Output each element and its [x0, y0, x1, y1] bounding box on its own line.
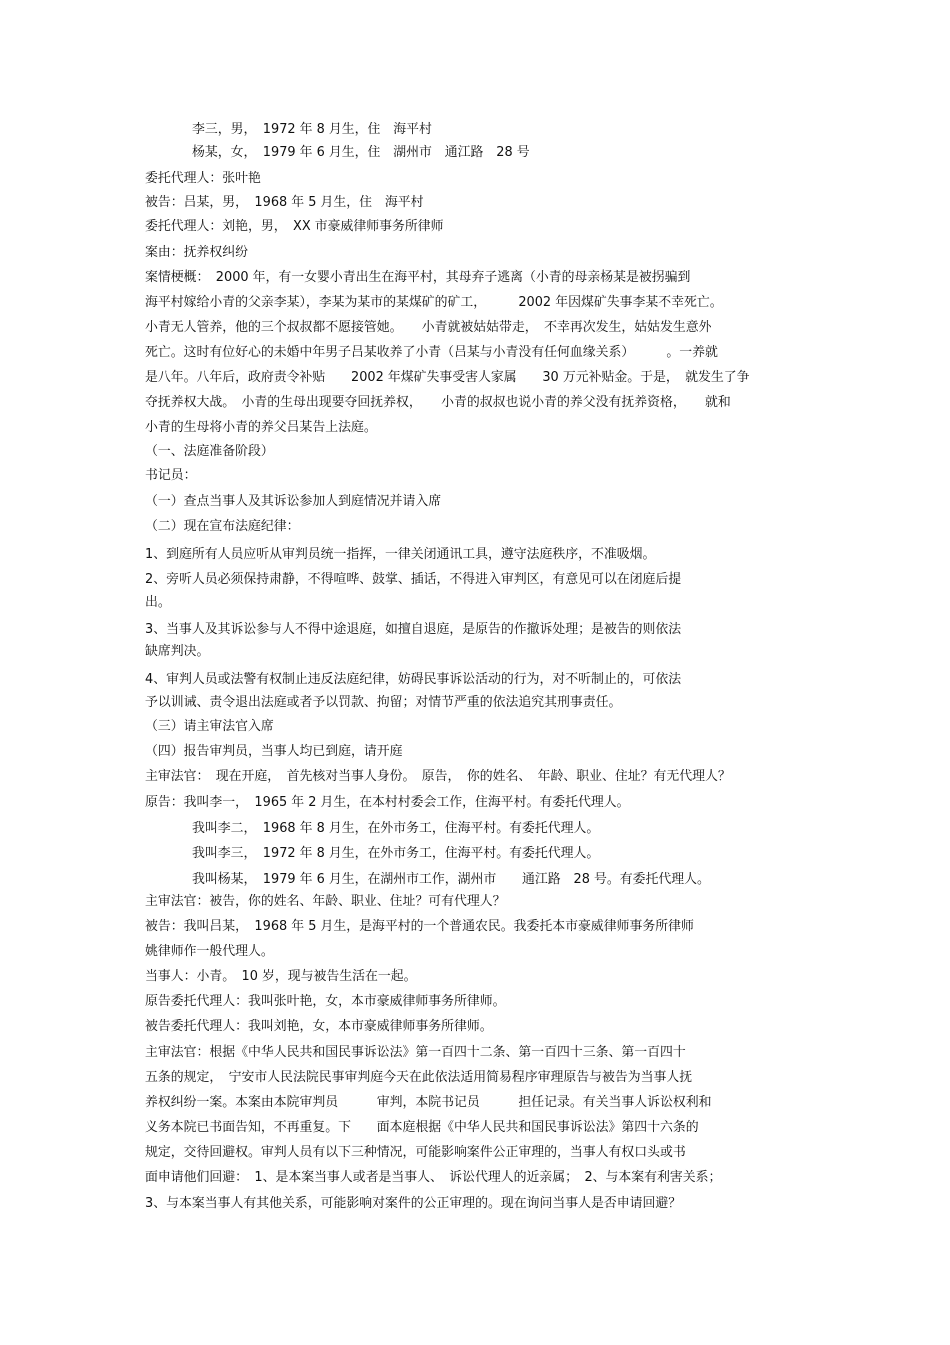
plaintiff-agent-line: 委托代理人：张叶艳 [145, 171, 261, 186]
judge-statement: 规定，交待回避权。审判人员有以下三种情况，可能影响案件公正审理的，当事人有权口头或书 [145, 1145, 686, 1160]
section-heading: （一、法庭准备阶段） [145, 444, 274, 459]
procedure-item: （三）请主审法官入席 [145, 719, 274, 734]
court-rule-continued: 予以训诫、责令退出法庭或者予以罚款、拘留；对情节严重的依法追究其刑事责任。 [145, 695, 622, 710]
party-statement: 当事人：小青。 10 岁，现与被告生活在一起。 [145, 969, 417, 984]
party-line-li-san: 李三，男， 1972 年 8 月生，住 海平村 [192, 122, 432, 137]
judge-statement: 主审法官： 现在开庭， 首先核对当事人身份。 原告， 你的姓名、 年龄、职业、住址？有无代理人？ [145, 769, 731, 784]
court-rule-continued: 缺席判决。 [145, 644, 210, 659]
procedure-item: （四）报告审判员，当事人均已到庭，请开庭 [145, 744, 403, 759]
plaintiff-agent-statement: 原告委托代理人：我叫张叶艳，女，本市豪威律师事务所律师。 [145, 994, 506, 1009]
judge-statement: 面申请他们回避： 1、是本案当事人或者是当事人、 诉讼代理人的近亲属； 2、与本案有利害关系； [145, 1170, 722, 1185]
defendant-agent-line: 委托代理人：刘艳，男， XX 市豪威律师事务所律师 [145, 219, 444, 234]
procedure-item: （二）现在宣布法庭纪律： [145, 519, 300, 534]
plaintiff-statement: 我叫李三， 1972 年 8 月生，在外市务工，住海平村。有委托代理人。 [192, 846, 600, 861]
court-rule: 2、旁听人员必须保持肃静，不得喧哗、鼓掌、插话，不得进入审判区，有意见可以在闭庭后提 [145, 572, 682, 587]
case-summary-line: 死亡。这时有位好心的未婚中年男子吕某收养了小青（吕某与小青没有任何血缘关系） 。一养就 [145, 345, 718, 360]
judge-statement: 主审法官：根据《中华人民共和国民事诉讼法》第一百四十二条、第一百四十三条、第一百四十 [145, 1045, 686, 1060]
defendant-statement: 被告：我叫吕某， 1968 年 5 月生，是海平村的一个普通农民。我委托本市豪威律师事务所律师 [145, 919, 694, 934]
speaker-clerk: 书记员： [145, 468, 197, 483]
case-summary-line: 夺抚养权大战。 小青的生母出现要夺回抚养权， 小青的叔叔也说小青的养父没有抚养资格， 就和 [145, 395, 731, 410]
plaintiff-statement: 原告：我叫李一， 1965 年 2 月生，在本村村委会工作，住海平村。有委托代理人。 [145, 795, 630, 810]
defendant-statement: 姚律师作一般代理人。 [145, 944, 274, 959]
court-rule: 4、审判人员或法警有权制止违反法庭纪律，妨碍民事诉讼活动的行为，对不听制止的，可依法 [145, 672, 682, 687]
case-summary-line: 小青无人管养，他的三个叔叔都不愿接管她。 小青就被姑姑带走， 不幸再次发生，姑姑发生意外 [145, 320, 712, 335]
judge-statement: 3、与本案当事人有其他关系，可能影响对案件的公正审理的。现在询问当事人是否申请回避？ [145, 1196, 682, 1211]
procedure-item: （一）查点当事人及其诉讼参加人到庭情况并请入席 [145, 494, 442, 509]
case-cause-line: 案由：抚养权纠纷 [145, 245, 249, 260]
defendant-agent-statement: 被告委托代理人：我叫刘艳，女，本市豪威律师事务所律师。 [145, 1019, 493, 1034]
court-rule: 1、到庭所有人员应听从审判员统一指挥，一律关闭通讯工具，遵守法庭秩序，不准吸烟。 [145, 547, 656, 562]
party-line-yang: 杨某，女， 1979 年 6 月生，住 湖州市 通江路 28 号 [192, 145, 530, 160]
case-summary-line: 海平村嫁给小青的父亲李某），李某为某市的某煤矿的矿工， 2002 年因煤矿失事李某不幸死亡。 [145, 295, 723, 310]
plaintiff-statement: 我叫李二， 1968 年 8 月生，在外市务工，住海平村。有委托代理人。 [192, 821, 600, 836]
judge-statement: 义务本院已书面告知，不再重复。下 面本庭根据《中华人民共和国民事诉讼法》第四十六条的 [145, 1120, 699, 1135]
judge-statement: 养权纠纷一案。本案由本院审判员 审判，本院书记员 担任记录。有关当事人诉讼权利和 [145, 1095, 712, 1110]
case-summary-line: 案情梗概： 2000 年，有一女婴小青出生在海平村，其母弃子逃离（小青的母亲杨某是被拐骗到 [145, 270, 691, 285]
judge-statement: 主审法官：被告，你的姓名、年龄、职业、住址？可有代理人？ [145, 894, 506, 909]
defendant-line: 被告：吕某，男， 1968 年 5 月生，住 海平村 [145, 195, 424, 210]
case-summary-line: 小青的生母将小青的养父吕某告上法庭。 [145, 420, 377, 435]
case-summary-line: 是八年。八年后，政府责令补贴 2002 年煤矿失事受害人家属 30 万元补贴金。于是， 就发生了争 [145, 370, 750, 385]
court-rule: 3、当事人及其诉讼参与人不得中途退庭，如擅自退庭，是原告的作撤诉处理；是被告的则依法 [145, 622, 682, 637]
court-rule-continued: 出。 [145, 595, 171, 610]
plaintiff-statement: 我叫杨某， 1979 年 6 月生，在湖州市工作，湖州市 通江路 28 号。有委托代理人。 [192, 872, 710, 887]
judge-statement: 五条的规定， 宁安市人民法院民事审判庭今天在此依法适用简易程序审理原告与被告为当事人抚 [145, 1070, 693, 1085]
